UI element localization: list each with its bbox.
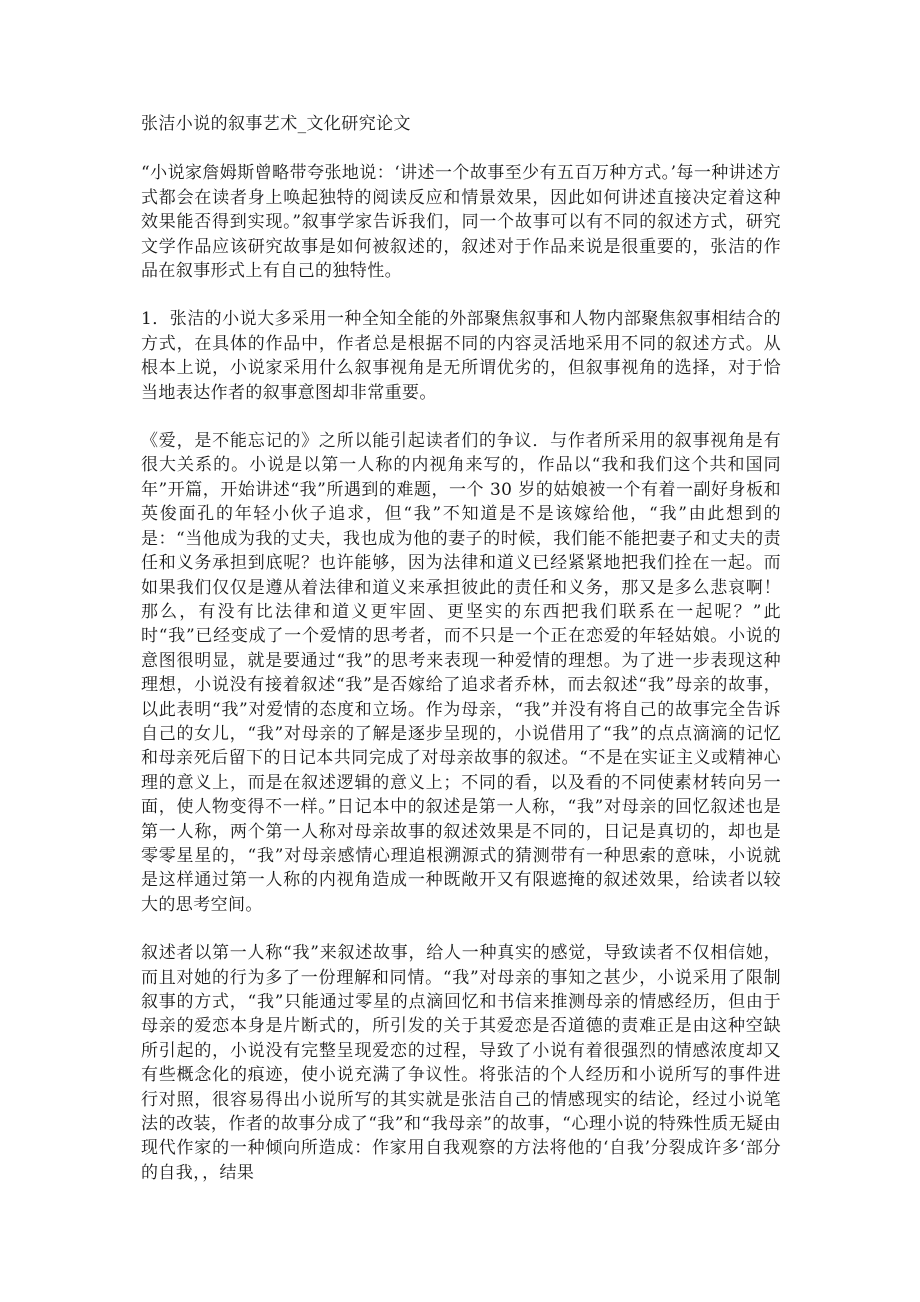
paragraph-section-1: 1．张洁的小说大多采用一种全知全能的外部聚焦叙事和人物内部聚焦叙事相结合的方式，在具体的作品中，作者总是根据不同的内容灵活地采用不同的叙述方式。从根本上说，小说家采用什么叙事视角是无所谓优劣的，但叙事视角的选择，对于恰当地表达作者的叙事意图却非常重要。 [141,309,781,403]
paragraph-intro-quote: “小说家詹姆斯曾略带夸张地说：‘讲述一个故事至少有五百万种方式。’每一种讲述方式都会在读者身上唤起独特的阅读反应和情景效果，因此如何讲述直接决定着这种效果能否得到实现。”叙事学家告诉我们，同一个故事可以有不同的叙述方式，研究文学作品应该研究故事是如何被叙述的，叙述对于作品来说是很重要的，张洁的作品在叙事形式上有自己的独特性。 [141,163,781,282]
paragraph-first-person-narrator: 叙述者以第一人称“我”来叙述故事，给人一种真实的感觉，导致读者不仅相信她，而且对她的行为多了一份理解和同情。“我”对母亲的事知之甚少，小说采用了限制叙事的方式，“我”只能通过零星的点滴回忆和书信来推测母亲的情感经历，但由于母亲的爱恋本身是片断式的，所引发的关于其爱恋是否道德的责难正是由这种空缺所引起的，小说没有完整呈现爱恋的过程，导致了小说有着很强烈的情感浓度却又有些概念化的痕迹，使小说充满了争议性。将张洁的个人经历和小说所写的事件进行对照，很容易得出小说所写的其实就是张洁自己的情感现实的结论，经过小说笔法的改装，作者的故事分成了“我”和“我母亲”的故事，“心理小说的特殊性质无疑由现代作家的一种倾向所造成：作家用自我观察的方法将他的‘自我’分裂成许多‘部分的自我，，结果 [141,943,781,1183]
document-title: 张洁小说的叙事艺术_文化研究论文 [141,114,411,134]
document-body [141,112,781,1209]
paragraph-love-analysis: 《爱，是不能忘记的》之所以能引起读者们的争议．与作者所采用的叙事视角是有很大关系的。小说是以第一人称的内视角来写的，作品以“我和我们这个共和国同年”开篇，开始讲述“我”所遇到的难题，一个 30 岁的姑娘被一个有着一副好身板和英俊面孔的年轻小伙子追求，但“我”不知道是不是该嫁给他，“我”由此想到的是：“当他成为我的丈夫，我也成为他的妻子的时候，我们能不能把妻子和丈夫的责任和义务承担到底呢？也许能够，因为法律和道义已经紧紧地把我们拴在一起。而如果我们仅仅是遵从着法律和道义来承担彼此的责任和义务，那又是多么悲哀啊！那么，有没有比法律和道义更牢固、更坚实的东西把我们联系在一起呢？”此时“我”已经变成了一个爱情的思考者，而不只是一个正在恋爱的年轻姑娘。小说的意图很明显，就是要通过“我”的思考来表现一种爱情的理想。为了进一步表现这种理想，小说没有接着叙述“我”是否嫁给了追求者乔林，而去叙述“我”母亲的故事，以此表明“我”对爱情的态度和立场。作为母亲，“我”并没有将自己的故事完全告诉自己的女儿，“我”对母亲的了解是逐步呈现的，小说借用了“我”的点点滴滴的记忆和母亲死后留下的日记本共同完成了对母亲故事的叙述。“不是在实证主义或精神心理的意义上，而是在叙述逻辑的意义上；不同的看，以及看的不同使素材转向另一面，使人物变得不一样。”日记本中的叙述是第一人称，“我”对母亲的回忆叙述也是第一人称，两个第一人称对母亲故事的叙述效果是不同的，日记是真切的，却也是零零星星的，“我”对母亲感情心理追根溯源式的猜测带有一种思索的意味，小说就是这样通过第一人称的内视角造成一种既敞开又有限遮掩的叙述效果，给读者以较大的思考空间。 [141,431,781,915]
